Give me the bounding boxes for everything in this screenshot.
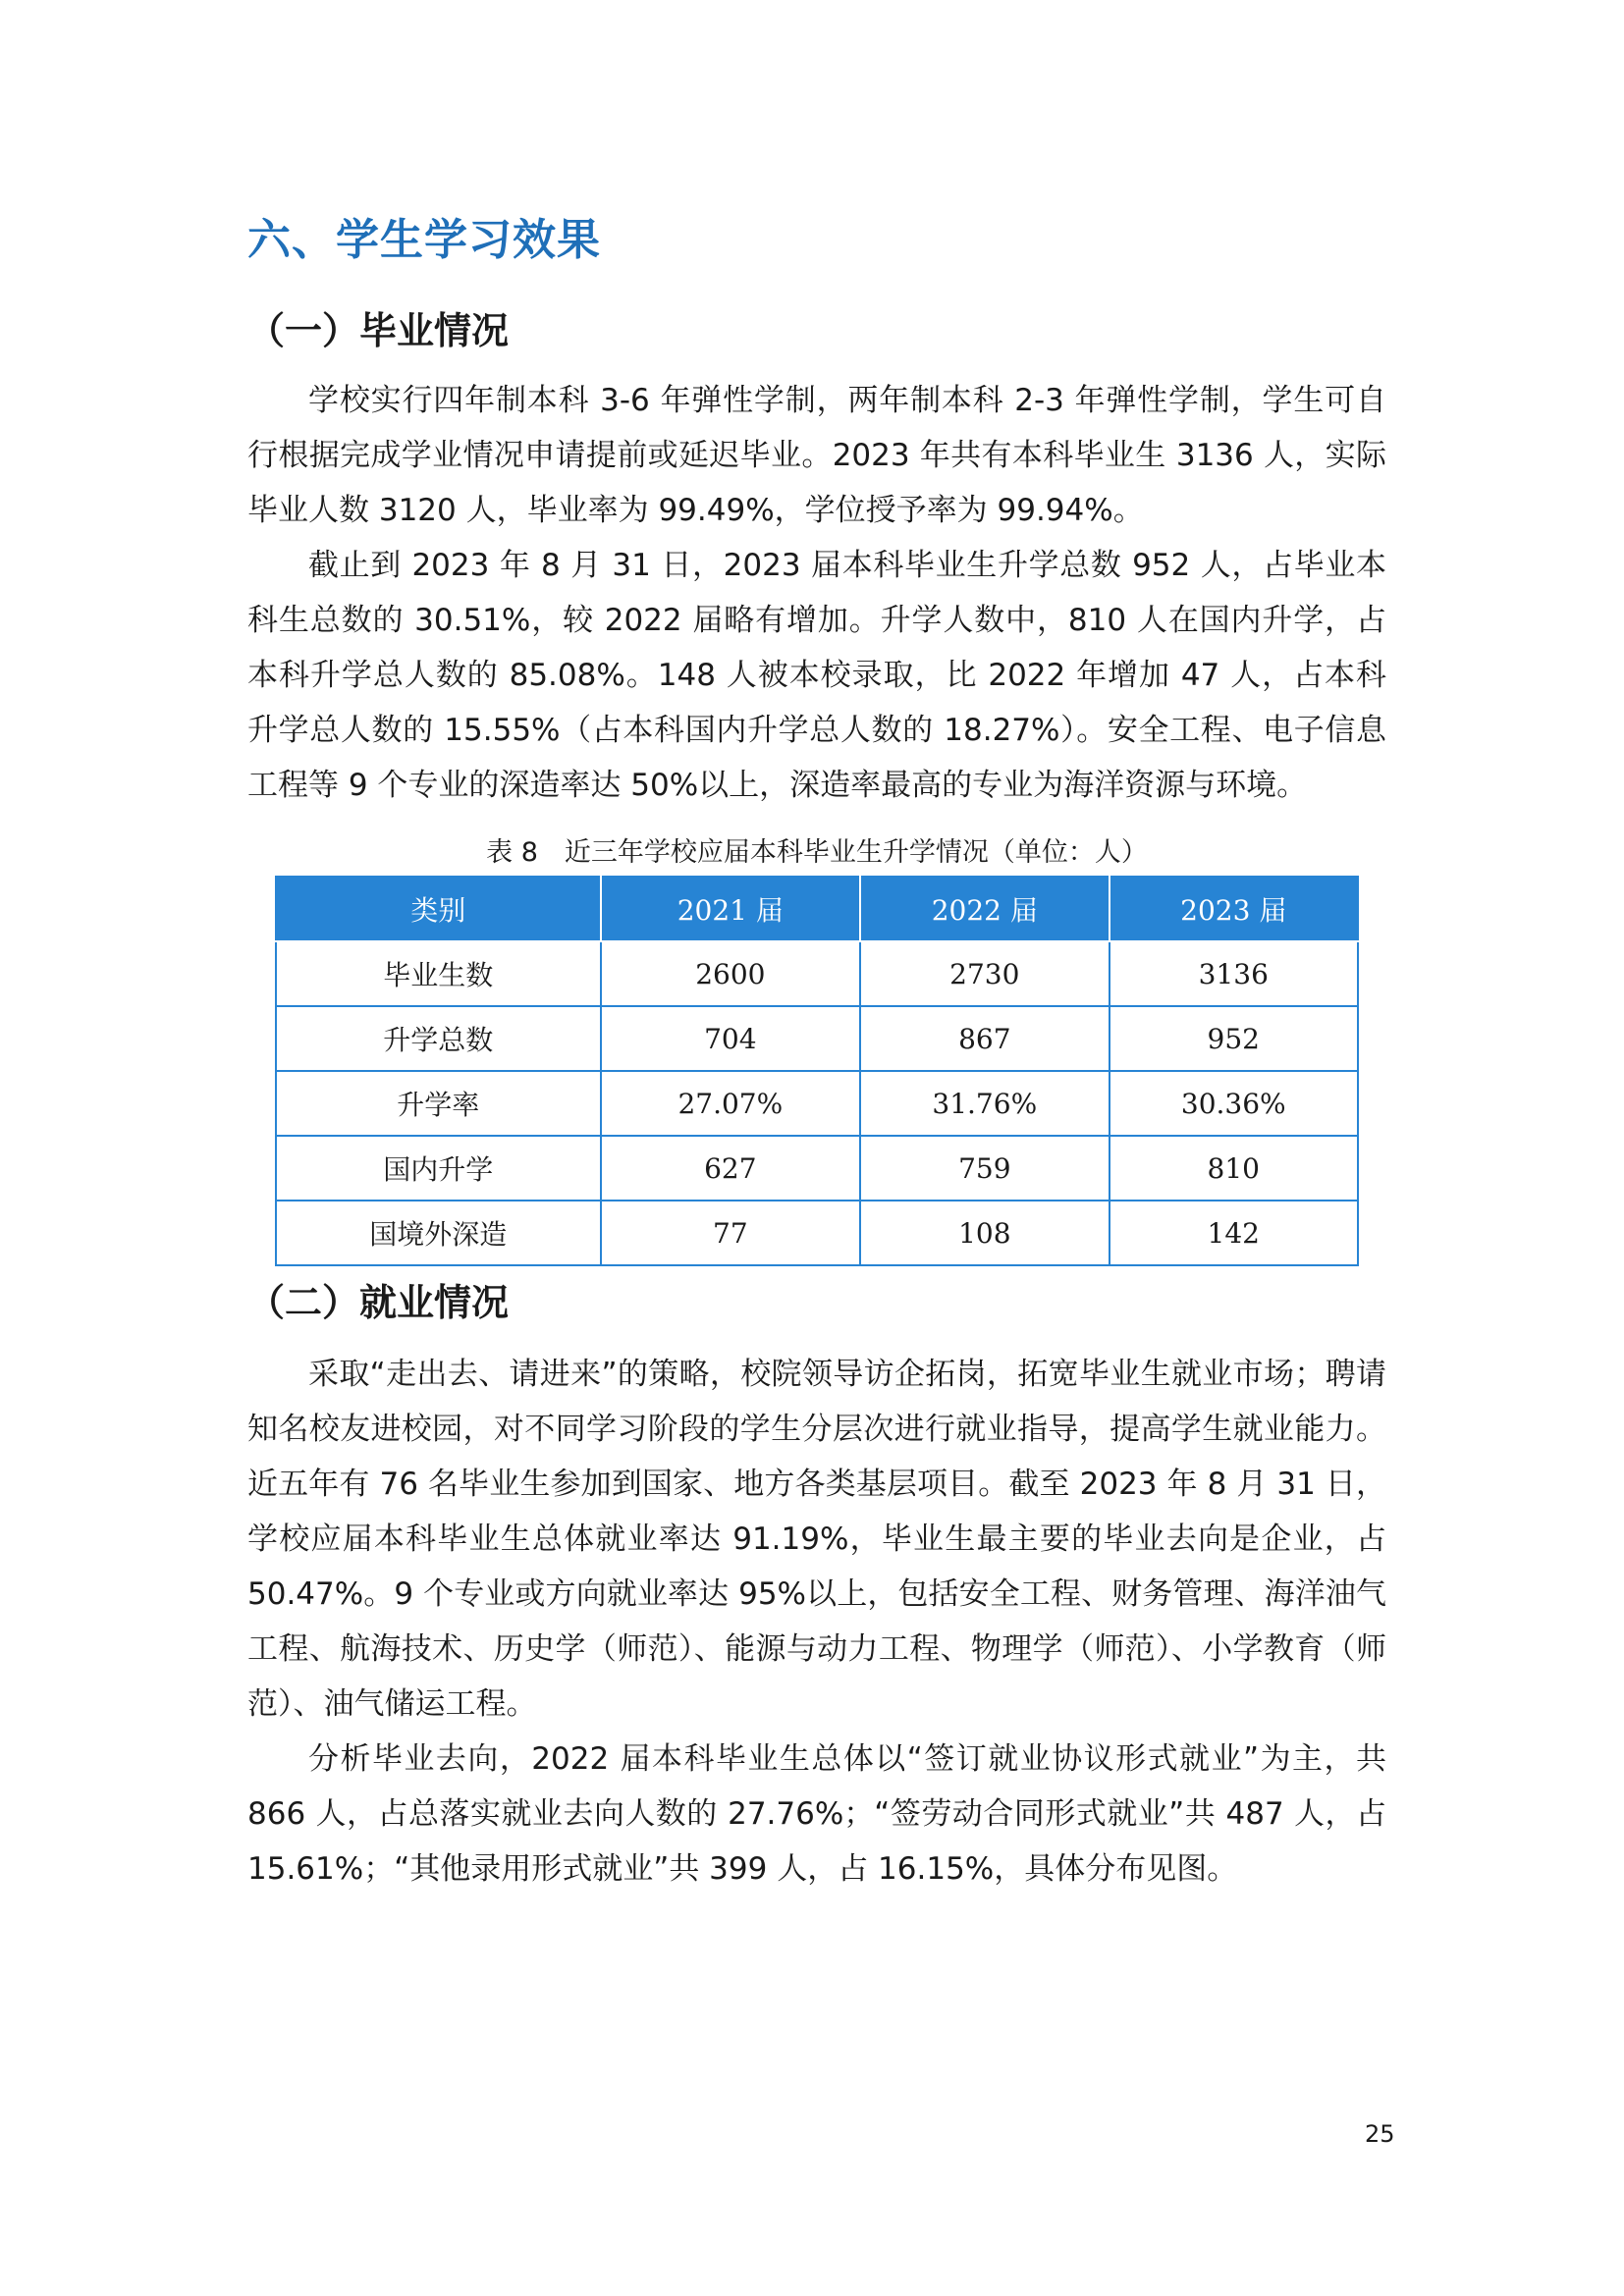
table-row — [276, 1136, 1358, 1201]
row-label: 毕业生数 — [276, 941, 601, 1006]
table-caption: 表 8 近三年学校应届本科毕业生升学情况（单位：人） — [486, 837, 1148, 868]
row-label: 国内升学 — [276, 1136, 601, 1201]
section-title: 六、学生学习效果 — [247, 215, 601, 265]
table-cell: 142 — [1110, 1201, 1358, 1265]
row-label: 升学率 — [276, 1071, 601, 1136]
header-2021: 2021 届 — [601, 877, 860, 941]
table-cell: 810 — [1110, 1136, 1358, 1201]
graduation-heading: （一）毕业情况 — [247, 309, 510, 352]
table-cell: 759 — [860, 1136, 1109, 1201]
table-cell: 77 — [601, 1201, 860, 1265]
table-row — [276, 1071, 1358, 1136]
table-cell: 27.07% — [601, 1071, 860, 1136]
table-cell: 3136 — [1110, 941, 1358, 1006]
table-cell: 31.76% — [860, 1071, 1109, 1136]
row-label: 升学总数 — [276, 1006, 601, 1071]
header-2023: 2023 届 — [1110, 877, 1358, 941]
header-2022: 2022 届 — [860, 877, 1109, 941]
further-study-table — [275, 876, 1359, 1266]
table-cell: 952 — [1110, 1006, 1358, 1071]
header-category: 类别 — [276, 877, 601, 941]
employment-paragraph-2: 分析毕业去向，2022 届本科毕业生总体以“签订就业协议形式就业”为主，共 866 人，占总落实就业去向人数的 27.76%；“签劳动合同形式就业”共 487 人，占 15.61%；“其他录用形式就业”共 399 人，占 16.15%，具体分布见图。 — [247, 1741, 1386, 1887]
graduation-paragraph-2: 截止到 2023 年 8 月 31 日，2023 届本科毕业生升学总数 952 人，占毕业本科生总数的 30.51%，较 2022 届略有增加。升学人数中，810 人在国内升学，占本科升学总人数的 85.08%。148 人被本校录取，比 2022 年增加 47 人，占本科升学总人数的 15.55%（占本科国内升学总人数的 18.27%）。安全工程、电子信息工程等 9 个专业的深造率达 50%以上，深造率最高的专业为海洋资源与环境。 — [247, 548, 1386, 803]
table-cell: 108 — [860, 1201, 1109, 1265]
table-cell: 2600 — [601, 941, 860, 1006]
table-cell: 30.36% — [1110, 1071, 1358, 1136]
table-cell: 867 — [860, 1006, 1109, 1071]
table-row — [276, 1006, 1358, 1071]
employment-heading: （二）就业情况 — [247, 1281, 510, 1324]
table-row — [276, 1201, 1358, 1265]
table-row — [276, 941, 1358, 1006]
page-number: 25 — [1365, 2120, 1395, 2148]
table-cell: 704 — [601, 1006, 860, 1071]
graduation-paragraph-1: 学校实行四年制本科 3-6 年弹性学制，两年制本科 2-3 年弹性学制，学生可自行根据完成学业情况申请提前或延迟毕业。2023 年共有本科毕业生 3136 人，实际毕业人数 3120 人，毕业率为 99.49%，学位授予率为 99.94%。 — [247, 383, 1387, 528]
employment-paragraph-1: 采取“走出去、请进来”的策略，校院领导访企拓岗，拓宽毕业生就业市场；聘请知名校友进校园，对不同学习阶段的学生分层次进行就业指导，提高学生就业能力。近五年有 76 名毕业生参加到国家、地方各类基层项目。截至 2023 年 8 月 31 日，学校应届本科毕业生总体就业率达 91.19%，毕业生最主要的毕业去向是企业，占 50.47%。9 个专业或方向就业率达 95%以上，包括安全工程、财务管理、海洋油气工程、航海技术、历史学（师范）、能源与动力工程、物理学（师范）、小学教育（师范）、油气储运工程。 — [247, 1357, 1386, 1722]
table-cell: 2730 — [860, 941, 1109, 1006]
table-cell: 627 — [601, 1136, 860, 1201]
row-label: 国境外深造 — [276, 1201, 601, 1265]
table-header-row — [276, 877, 1358, 941]
